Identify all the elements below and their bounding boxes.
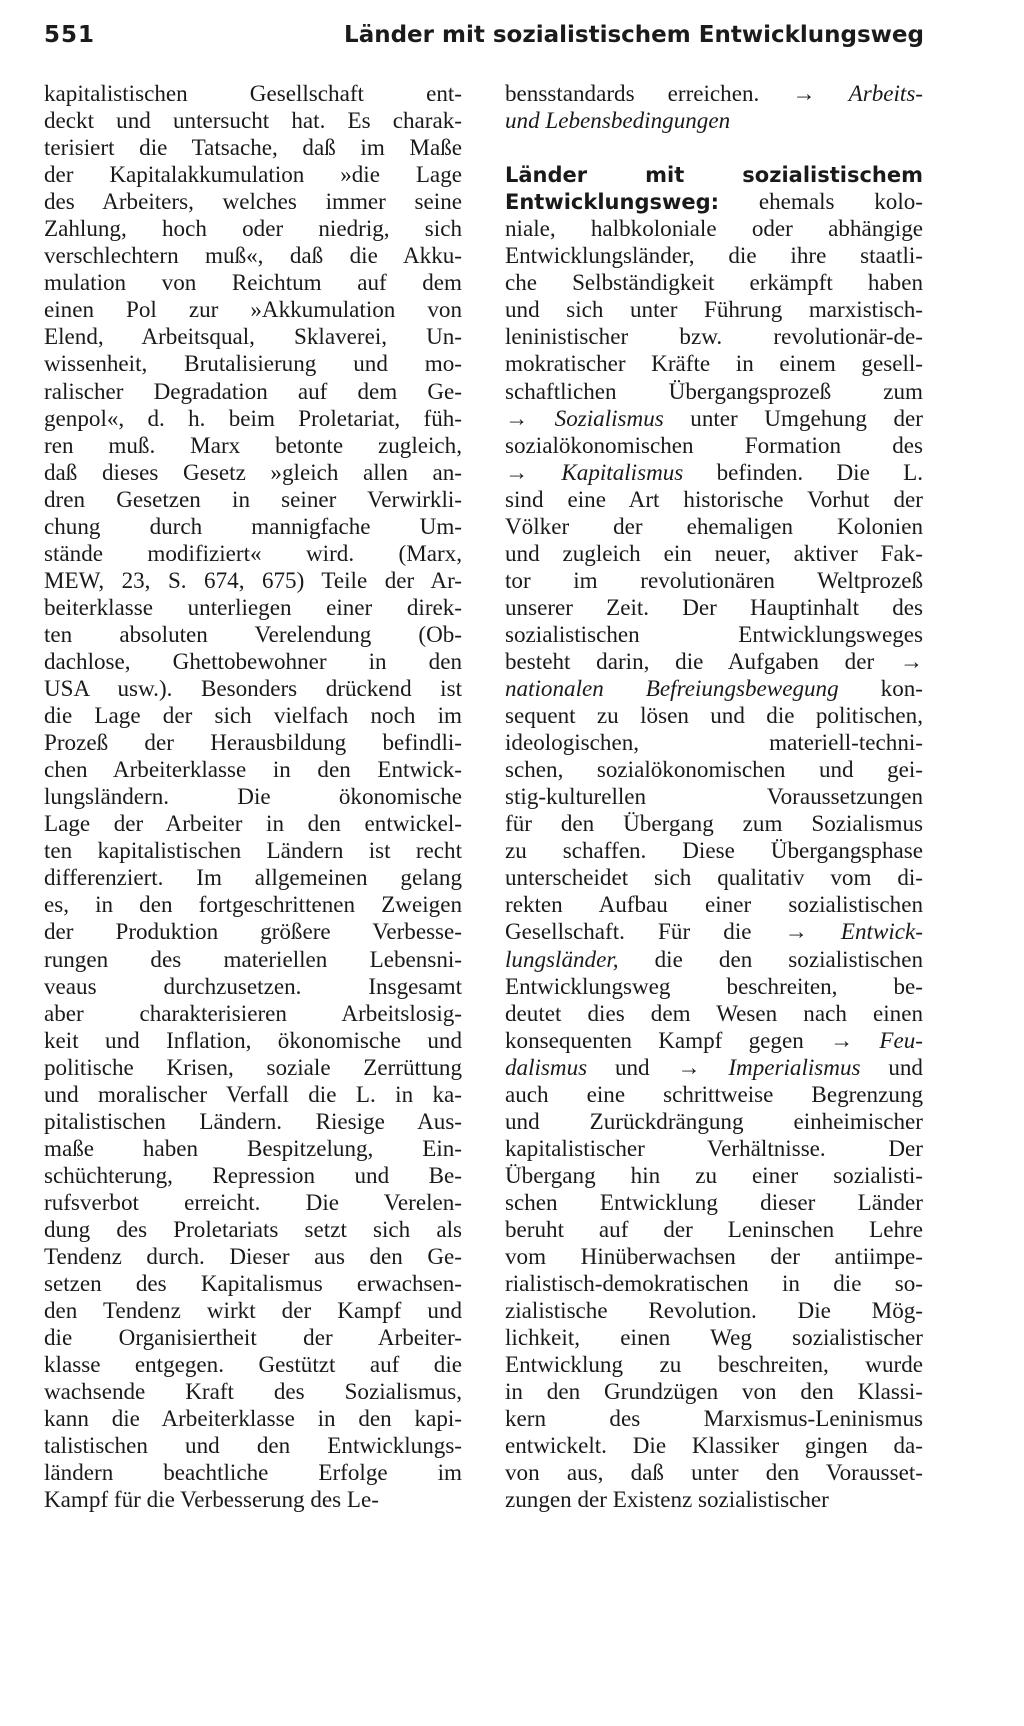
text-line: differenziert. Im allgemeinen gelang xyxy=(44,864,462,891)
entry-heading-line xyxy=(505,161,923,188)
text-line: kann die Arbeiterklasse in den kapi- xyxy=(44,1405,462,1432)
text-line: entwickelt. Die Klassiker gingen da- xyxy=(505,1432,923,1459)
text-line: zialistische Revolution. Die Mög- xyxy=(505,1297,923,1324)
text-line: dalismus und → Imperialismus und xyxy=(505,1053,923,1080)
text-line: konsequenten Kampf gegen → Feu- xyxy=(505,1026,923,1053)
text-line: terisiert die Tatsache, daß im Maße xyxy=(44,134,462,161)
text-line: rufsverbot erreicht. Die Verelen- xyxy=(44,1188,462,1215)
text-line: schüchterung, Repression und Be- xyxy=(44,1161,462,1188)
text-line: des Arbeiters, welches immer seine xyxy=(44,188,462,215)
text-line: unserer Zeit. Der Hauptinhalt des xyxy=(505,593,923,620)
text-line: wissenheit, Brutalisierung und mo- xyxy=(44,350,462,377)
text-line: sozialistischen Entwicklungsweges xyxy=(505,620,923,647)
text-line: es, in den fortgeschrittenen Zweigen xyxy=(44,891,462,918)
text-line: kapitalistischer Verhältnisse. Der xyxy=(505,1134,923,1161)
cross-reference-arrow: → xyxy=(899,647,923,674)
text-line: maße haben Bespitzelung, Ein- xyxy=(44,1134,462,1161)
text-line: USA usw.). Besonders drückend ist xyxy=(44,675,462,702)
text-line: ideologischen, materiell-techni- xyxy=(505,729,923,756)
text-line: für den Übergang zum Sozialismus xyxy=(505,810,923,837)
text-line: lungsländer, die den sozialistischen xyxy=(505,945,923,972)
text-line: lungsländern. Die ökonomische xyxy=(44,783,462,810)
cross-reference[interactable]: Arbeits- xyxy=(848,80,923,106)
text-line: Völker der ehemaligen Kolonien xyxy=(505,512,923,539)
text-line: Entwicklungsweg: ehemals kolo- xyxy=(505,188,923,215)
text-line: pitalistischen Ländern. Riesige Aus- xyxy=(44,1107,462,1134)
text-line: einen Pol zur »Akkumulation von xyxy=(44,296,462,323)
text-line: vom Hinüberwachsen der antiimpe- xyxy=(505,1243,923,1270)
cross-reference[interactable]: lungsländer, xyxy=(505,945,619,972)
text-line: unterscheidet sich qualitativ vom di- xyxy=(505,864,923,891)
text-line: zu schaffen. Diese Übergangsphase xyxy=(505,837,923,864)
text-line: Entwicklungsländer, die ihre staatli- xyxy=(505,242,923,269)
text-line: stig-kulturellen Voraussetzungen xyxy=(505,783,923,810)
text-line: Prozeß der Herausbildung befindli- xyxy=(44,729,462,756)
text-line: wachsende Kraft des Sozialismus, xyxy=(44,1378,462,1405)
text-line xyxy=(505,107,923,134)
text-line: niale, halbkoloniale oder abhängige xyxy=(505,215,923,242)
text-line: chen Arbeiterklasse in den Entwick- xyxy=(44,756,462,783)
text-line: lichkeit, einen Weg sozialistischer xyxy=(505,1324,923,1351)
cross-reference-arrow: → xyxy=(792,80,816,106)
text-line: kern des Marxismus-Leninismus xyxy=(505,1405,923,1432)
entry-headword: Entwicklungsweg: xyxy=(505,190,720,215)
text-line: der Kapitalakkumulation »die Lage xyxy=(44,161,462,188)
text-line: talistischen und den Entwicklungs- xyxy=(44,1432,462,1459)
text-line: und zugleich ein neuer, aktiver Fak- xyxy=(505,539,923,566)
text-line: veaus durchzusetzen. Insgesamt xyxy=(44,972,462,999)
text-line: leninistischer bzw. revolutionär-de- xyxy=(505,323,923,350)
cross-reference[interactable]: Feu- xyxy=(879,1026,923,1053)
cross-reference[interactable]: Sozialismus xyxy=(554,404,664,431)
page-header xyxy=(44,22,924,62)
text-line: sequent zu lösen und die politischen, xyxy=(505,702,923,729)
cross-reference-arrow: → xyxy=(784,918,808,945)
text-line: → Kapitalismus befinden. Die L. xyxy=(505,458,923,485)
text-line: die Lage der sich vielfach noch im xyxy=(44,702,462,729)
text-line: setzen des Kapitalismus erwachsen- xyxy=(44,1270,462,1297)
text-line: beruht auf der Leninschen Lehre xyxy=(505,1215,923,1242)
page-number: 551 xyxy=(44,22,96,48)
text-line: und sich unter Führung marxistisch- xyxy=(505,296,923,323)
text-line: klasse entgegen. Gestützt auf die xyxy=(44,1351,462,1378)
text-line: schaftlichen Übergangsprozeß zum xyxy=(505,377,923,404)
cross-reference-arrow: → xyxy=(830,1026,854,1053)
text-line: verschlechtern muß«, daß die Akku- xyxy=(44,242,462,269)
text-line: sind eine Art historische Vorhut der xyxy=(505,485,923,512)
text-line: bensstandards erreichen. → Arbeits- xyxy=(505,80,923,106)
text-line: rekten Aufbau einer sozialistischen xyxy=(505,891,923,918)
cross-reference[interactable]: Imperialismus xyxy=(728,1053,861,1080)
text-line: Übergang hin zu einer sozialisti- xyxy=(505,1161,923,1188)
text-line: ralischer Degradation auf dem Ge- xyxy=(44,377,462,404)
running-title: Länder mit sozialistischem Entwicklungsweg xyxy=(344,22,924,48)
text-line: deutet dies dem Wesen nach einen xyxy=(505,999,923,1026)
text-line: chung durch mannigfache Um- xyxy=(44,512,462,539)
text-line: Zahlung, hoch oder niedrig, sich xyxy=(44,215,462,242)
text-line: und moralischer Verfall die L. in ka- xyxy=(44,1080,462,1107)
text-line: Lage der Arbeiter in den entwickel- xyxy=(44,810,462,837)
text-line: dung des Proletariats setzt sich als xyxy=(44,1215,462,1242)
text-line: ten absoluten Verelendung (Ob- xyxy=(44,620,462,647)
text-line: tor im revolutionären Weltprozeß xyxy=(505,566,923,593)
text-line: daß dieses Gesetz »gleich allen an- xyxy=(44,458,462,485)
text-line: Entwicklung zu beschreiten, wurde xyxy=(505,1351,923,1378)
text-line: kapitalistischen Gesellschaft ent- xyxy=(44,80,462,106)
text-line: keit und Inflation, ökonomische und xyxy=(44,1026,462,1053)
cross-reference[interactable]: Kapitalismus xyxy=(561,458,684,485)
text-line: besteht darin, die Aufgaben der → xyxy=(505,647,923,674)
text-line: che Selbständigkeit erkämpft haben xyxy=(505,269,923,296)
text-line: Elend, Arbeitsqual, Sklaverei, Un- xyxy=(44,323,462,350)
text-line: aber charakterisieren Arbeitslosig- xyxy=(44,999,462,1026)
cross-reference[interactable]: und Lebensbedingungen xyxy=(505,107,731,134)
text-line: von aus, daß unter den Vorausset- xyxy=(505,1459,923,1486)
text-line: Kampf für die Verbesserung des Le- xyxy=(44,1486,379,1513)
text-line: und Zurückdrängung einheimischer xyxy=(505,1107,923,1134)
text-line: nationalen Befreiungsbewegung kon- xyxy=(505,675,923,702)
cross-reference-arrow: → xyxy=(677,1053,701,1080)
text-line: stände modifiziert« wird. (Marx, xyxy=(44,539,462,566)
text-line: genpol«, d. h. beim Proletariat, füh- xyxy=(44,404,462,431)
right-column xyxy=(505,80,923,1513)
text-line: auch eine schrittweise Begrenzung xyxy=(505,1080,923,1107)
text-line: mokratischer Kräfte in einem gesell- xyxy=(505,350,923,377)
text-line: ren muß. Marx betonte zugleich, xyxy=(44,431,462,458)
text-line: ländern beachtliche Erfolge im xyxy=(44,1459,462,1486)
text-line: Gesellschaft. Für die → Entwick- xyxy=(505,918,923,945)
text-line: sozialökonomischen Formation des xyxy=(505,431,923,458)
text-line: rialistisch-demokratischen in die so- xyxy=(505,1270,923,1297)
text-line: mulation von Reichtum auf dem xyxy=(44,269,462,296)
text-line: Tendenz durch. Dieser aus den Ge- xyxy=(44,1243,462,1270)
text-line: → Sozialismus unter Umgehung der xyxy=(505,404,923,431)
text-line: rungen des materiellen Lebensni- xyxy=(44,945,462,972)
text-line xyxy=(505,134,923,161)
text-line: den Tendenz wirkt der Kampf und xyxy=(44,1297,462,1324)
text-line: MEW, 23, S. 674, 675) Teile der Ar- xyxy=(44,566,462,593)
cross-reference[interactable]: dalismus xyxy=(505,1053,588,1080)
cross-reference[interactable]: nationalen Befreiungsbewegung xyxy=(505,675,839,702)
cross-reference-arrow: → xyxy=(505,404,529,431)
entry-headword: Länder mit sozialistischem xyxy=(505,163,923,188)
text-line: der Produktion größere Verbesse- xyxy=(44,918,462,945)
text-line: politische Krisen, soziale Zerrüttung xyxy=(44,1053,462,1080)
text-line: schen Entwicklung dieser Länder xyxy=(505,1188,923,1215)
text-line: schen, sozialökonomischen und gei- xyxy=(505,756,923,783)
text-line: dachlose, Ghettobewohner in den xyxy=(44,647,462,674)
cross-reference[interactable]: Entwick- xyxy=(840,918,923,945)
text-line: in den Grundzügen von den Klassi- xyxy=(505,1378,923,1405)
left-column xyxy=(44,80,462,1513)
text-line: deckt und untersucht hat. Es charak- xyxy=(44,107,462,134)
text-line: die Organisiertheit der Arbeiter- xyxy=(44,1324,462,1351)
text-line: zungen der Existenz sozialistischer xyxy=(505,1486,829,1513)
text-line: Entwicklungsweg beschreiten, be- xyxy=(505,972,923,999)
text-line: dren Gesetzen in seiner Verwirkli- xyxy=(44,485,462,512)
cross-reference-arrow: → xyxy=(505,458,529,485)
text-line: ten kapitalistischen Ländern ist recht xyxy=(44,837,462,864)
text-line: beiterklasse unterliegen einer direk- xyxy=(44,593,462,620)
